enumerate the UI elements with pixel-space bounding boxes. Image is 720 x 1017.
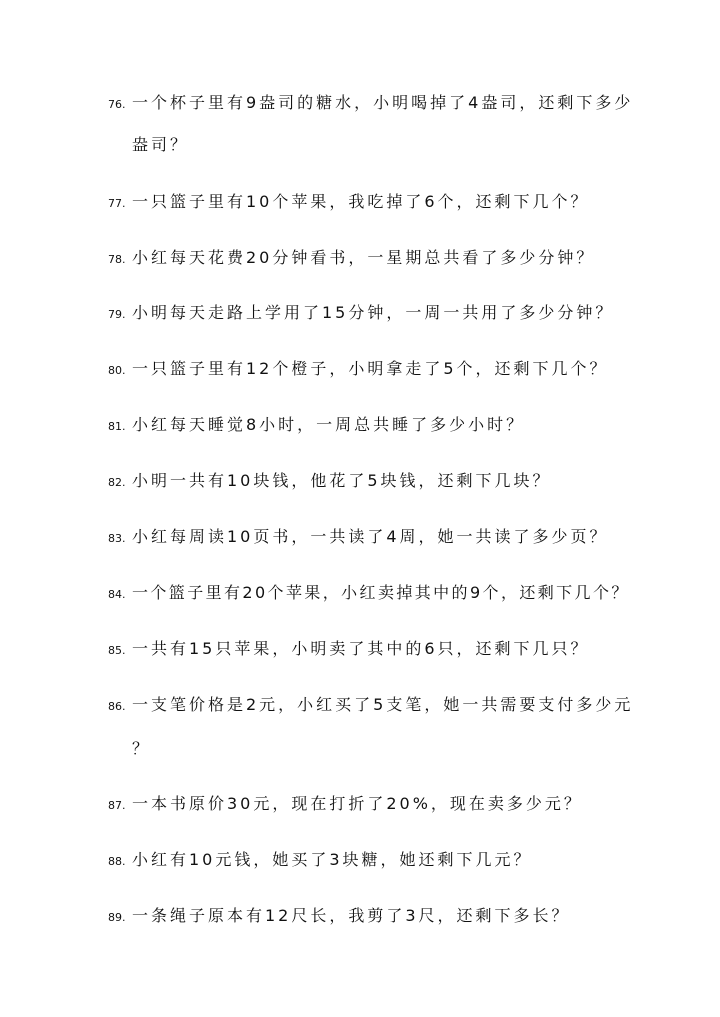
question-78 (108, 245, 648, 268)
question-number: 82. (108, 476, 126, 489)
question-76 (108, 90, 648, 154)
question-number: 86. (108, 700, 126, 713)
question-text: 小红每天花费20分钟看书，一星期总共看了多少分钟？ (132, 248, 596, 267)
question-number: 81. (108, 420, 126, 433)
question-84 (108, 580, 648, 603)
question-86 (108, 692, 648, 758)
question-text-continued: 盎司？ (132, 135, 190, 154)
question-text: 一个篮子里有20个苹果，小红卖掉其中的9个，还剩下几个？ (132, 583, 630, 602)
question-text: 一条绳子原本有12尺长，我剪了3尺，还剩下多长？ (132, 906, 571, 925)
question-80 (108, 356, 648, 379)
question-text: 一支笔价格是2元，小红买了5支笔，她一共需要支付多少元 (132, 695, 634, 714)
question-number: 79. (108, 308, 126, 321)
question-text: 小红每周读10页书，一共读了4周，她一共读了多少页？ (132, 527, 609, 546)
question-number: 77. (108, 197, 126, 210)
question-text: 小明一共有10块钱，他花了5块钱，还剩下几块？ (132, 471, 552, 490)
question-79 (108, 300, 648, 323)
question-82 (108, 468, 648, 491)
question-text: 一只篮子里有10个苹果，我吃掉了6个，还剩下几个？ (132, 192, 590, 211)
question-number: 76. (108, 98, 126, 111)
question-number: 78. (108, 253, 126, 266)
question-number: 84. (108, 588, 126, 601)
question-text: 一共有15只苹果，小明卖了其中的6只，还剩下几只？ (132, 639, 590, 658)
question-88 (108, 847, 648, 870)
question-text: 一只篮子里有12个橙子，小明拿走了5个，还剩下几个？ (132, 359, 609, 378)
question-text-continued: ？ (132, 739, 152, 758)
question-number: 80. (108, 364, 126, 377)
question-number: 85. (108, 644, 126, 657)
question-text: 小红每天睡觉8小时，一周总共睡了多少小时？ (132, 415, 526, 434)
question-87 (108, 791, 648, 814)
question-number: 89. (108, 911, 126, 924)
question-85 (108, 636, 648, 659)
question-text: 小明每天走路上学用了15分钟，一周一共用了多少分钟？ (132, 303, 615, 322)
question-83 (108, 524, 648, 547)
question-text: 一个杯子里有9盎司的糖水，小明喝掉了4盎司，还剩下多少 (132, 93, 634, 112)
question-81 (108, 412, 648, 435)
question-number: 87. (108, 799, 126, 812)
question-77 (108, 189, 648, 212)
question-number: 88. (108, 855, 126, 868)
question-number: 83. (108, 532, 126, 545)
question-text: 小红有10元钱，她买了3块糖，她还剩下几元？ (132, 850, 533, 869)
question-89 (108, 903, 648, 926)
question-text: 一本书原价30元，现在打折了20%，现在卖多少元？ (132, 794, 583, 813)
